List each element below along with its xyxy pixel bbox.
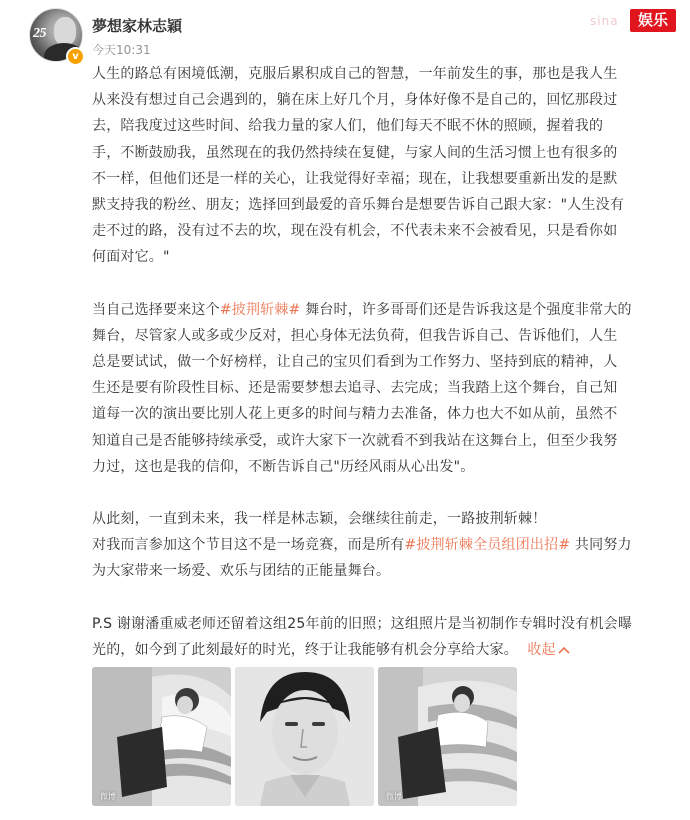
post-paragraph-3 bbox=[92, 506, 662, 585]
avatar-face bbox=[54, 17, 76, 45]
photo-thumbnail-3[interactable] bbox=[378, 667, 517, 806]
text-line: 生还是要有阶段性目标、还是需要梦想去追寻、去完成；当我踏上这个舞台，自己知 bbox=[92, 380, 618, 397]
post-body bbox=[92, 61, 662, 663]
text-segment: 当自己选择要来这个 bbox=[92, 301, 220, 318]
collapse-button[interactable] bbox=[527, 642, 569, 658]
hashtag-link[interactable]: #披荆斩棘# bbox=[219, 301, 301, 318]
text-line bbox=[92, 532, 662, 558]
verified-badge-icon: v bbox=[66, 47, 85, 66]
collapse-label: 收起 bbox=[527, 641, 556, 658]
post-paragraph-2 bbox=[92, 297, 662, 480]
text-segment: 共同努力 bbox=[570, 537, 632, 554]
text-line: 从此刻，一直到未来，我一样是林志颖，会继续往前走，一路披荆斩棘！ bbox=[92, 511, 547, 528]
text-line bbox=[92, 637, 662, 663]
text-line: 为大家带来一场爱、欢乐与团结的正能量舞台。 bbox=[92, 563, 391, 580]
photo-thumbnail-1[interactable] bbox=[92, 667, 231, 806]
text-segment: 光的，如今到了此刻最好的时光，终于让我能够有机会分享给大家。 bbox=[92, 641, 518, 658]
text-line bbox=[92, 297, 662, 323]
text-line: 道每一次的演出要比别人花上更多的时间与精力去准备，体力也大不如从前，虽然不 bbox=[92, 406, 618, 423]
hashtag-link[interactable]: #披荆斩棘全员组团出招# bbox=[404, 537, 571, 554]
text-line: 默支持我的粉丝、朋友；选择回到最爱的音乐舞台是想要告诉自己跟大家："人生没有 bbox=[92, 197, 625, 214]
text-line: 知道自己是否能够持续承受，或许大家下一次就看不到我站在这舞台上，但至少我努 bbox=[92, 432, 618, 449]
site-watermark bbox=[590, 9, 680, 33]
chevron-up-icon bbox=[558, 645, 570, 655]
text-line: P.S 谢谢潘重威老师还留着这组25年前的旧照；这组照片是当初制作专辑时没有机会曝 bbox=[92, 615, 633, 632]
photo-thumbnail-2[interactable] bbox=[235, 667, 374, 806]
text-line: 走不过的路，没有过不去的坎，现在没有机会，不代表未来不会被看见，只是看你如 bbox=[92, 223, 618, 240]
text-line: 力过，这也是我的信仰，不断告诉自己"历经风雨从心出发"。 bbox=[92, 458, 475, 475]
photo-watermark: 微博 bbox=[386, 792, 402, 801]
text-line: 人生的路总有困境低潮，克服后累积成自己的智慧，一年前发生的事，那也是我人生 bbox=[92, 66, 618, 82]
watermark-faint-text: sina bbox=[590, 14, 619, 28]
post-header bbox=[0, 0, 690, 60]
text-line: 何面对它。" bbox=[92, 249, 170, 266]
text-segment: 对我而言参加这个节目这不是一场竞赛，而是所有 bbox=[92, 537, 405, 554]
avatar-badge-text: 25 bbox=[33, 26, 46, 41]
text-line: 手，不断鼓励我，虽然现在的我仍然持续在复健，与家人间的生活习惯上也有很多的 bbox=[92, 144, 618, 161]
username-link[interactable]: 夢想家林志穎 bbox=[92, 17, 183, 35]
watermark-logo: 娱乐 bbox=[630, 9, 676, 32]
text-line: 舞台，尽管家人或多或少反对，担心身体无法负荷，但我告诉自己、告诉他们，人生 bbox=[92, 327, 618, 344]
post-paragraph-1 bbox=[92, 61, 662, 271]
text-line: 不一样，但他们还是一样的关心，让我觉得好幸福；现在，让我想要重新出发的是默 bbox=[92, 170, 618, 187]
text-line: 总是要试试，做一个好榜样，让自己的宝贝们看到为工作努力、坚持到底的精神，人 bbox=[92, 354, 618, 371]
text-line: 去，陪我度过这些时间、给我力量的家人们，他们每天不眠不休的照顾，握着我的 bbox=[92, 118, 604, 135]
post-paragraph-4 bbox=[92, 611, 662, 663]
text-segment: 舞台时，许多哥哥们还是告诉我这是个强度非常大的 bbox=[300, 301, 632, 318]
text-line: 从来没有想过自己会遇到的，躺在床上好几个月，身体好像不是自己的，回忆那段过 bbox=[92, 92, 618, 109]
post-timestamp[interactable]: 今天10:31 bbox=[92, 43, 151, 57]
photo-watermark: 微博 bbox=[100, 792, 116, 801]
